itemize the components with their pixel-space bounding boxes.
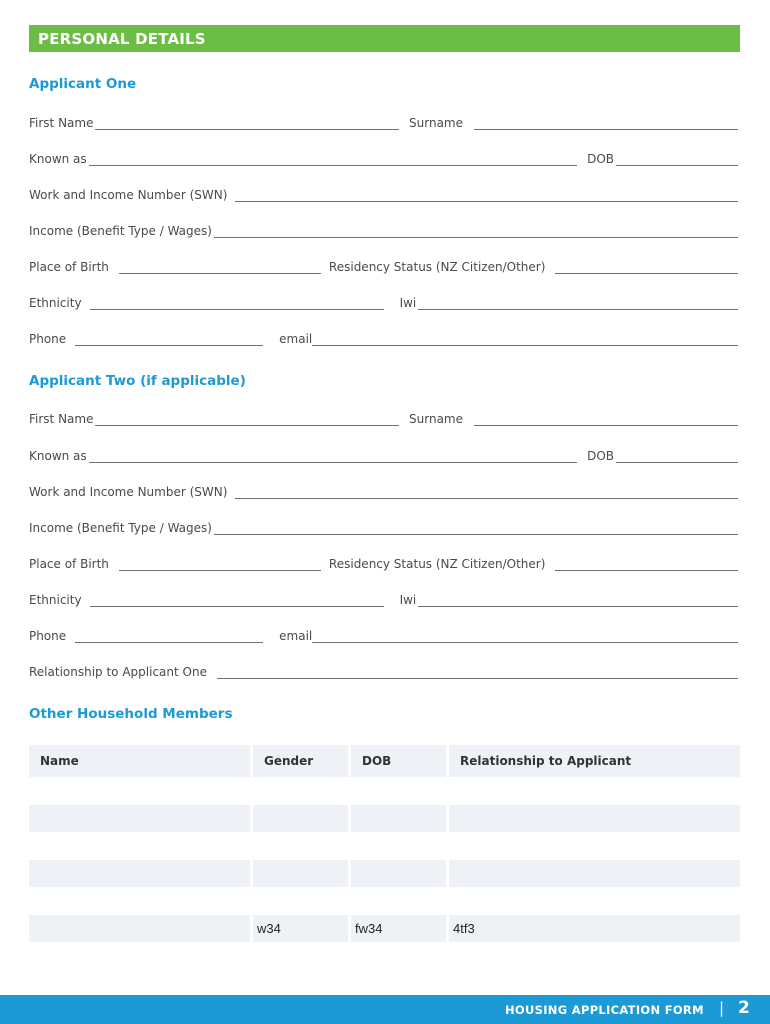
- phone-label: Phone: [29, 332, 67, 346]
- applicant-two-income-row: [29, 519, 738, 535]
- applicant-two-name-row: [29, 410, 738, 426]
- dob-cell[interactable]: fw34: [351, 915, 449, 943]
- income-label: Income (Benefit Type / Wages): [29, 521, 212, 535]
- applicant-two-iwi-field[interactable]: [418, 595, 738, 607]
- column-header-dob: DOB: [351, 745, 449, 777]
- applicant-two-dob-field[interactable]: [616, 451, 738, 463]
- applicant-two-surname-field[interactable]: [474, 414, 738, 426]
- applicant-one-name-row: [29, 114, 738, 130]
- table-row: [29, 887, 740, 915]
- applicant-two-heading: Applicant Two (if applicable): [29, 373, 246, 389]
- applicant-one-heading: Applicant One: [29, 76, 137, 92]
- gender-cell[interactable]: [253, 887, 351, 915]
- applicant-one-swn-row: [29, 186, 738, 202]
- column-header-name: Name: [29, 745, 253, 777]
- applicant-one-ethnicity-field[interactable]: [90, 298, 384, 310]
- applicant-two-swn-field[interactable]: [235, 487, 738, 499]
- residency-label: Residency Status (NZ Citizen/Other): [328, 557, 546, 571]
- applicant-two-first-name-field[interactable]: [95, 414, 399, 426]
- relationship-cell[interactable]: 4tf3: [449, 915, 740, 943]
- dob-cell[interactable]: [351, 832, 449, 860]
- column-header-gender: Gender: [253, 745, 351, 777]
- applicant-one-phone-field[interactable]: [75, 334, 263, 346]
- gender-cell[interactable]: [253, 860, 351, 888]
- swn-label: Work and Income Number (SWN): [29, 188, 228, 202]
- applicant-two-contact-row: [29, 627, 738, 643]
- relationship-cell[interactable]: [449, 860, 740, 888]
- name-cell[interactable]: [29, 805, 253, 833]
- table-row: [29, 860, 740, 888]
- place-of-birth-label: Place of Birth: [29, 260, 109, 274]
- email-label: email: [279, 629, 313, 643]
- applicant-two-relationship-row: [29, 663, 738, 679]
- applicant-two-birth-row: [29, 555, 738, 571]
- household-members-table: [29, 745, 740, 942]
- applicant-one-known-as-field[interactable]: [89, 154, 577, 166]
- gender-cell[interactable]: [253, 777, 351, 805]
- name-cell[interactable]: [29, 832, 253, 860]
- applicant-one-swn-field[interactable]: [235, 190, 738, 202]
- page-number: 2: [738, 998, 750, 1018]
- relationship-cell[interactable]: [449, 777, 740, 805]
- footer-separator: |: [719, 999, 725, 1017]
- table-row: [29, 777, 740, 805]
- applicant-one-ethnicity-row: [29, 294, 738, 310]
- applicant-one-income-row: [29, 222, 738, 238]
- applicant-two-swn-row: [29, 483, 738, 499]
- dob-label: DOB: [587, 152, 614, 166]
- surname-label: Surname: [409, 412, 463, 426]
- gender-cell[interactable]: w34: [253, 915, 351, 943]
- place-of-birth-label: Place of Birth: [29, 557, 109, 571]
- applicant-one-contact-row: [29, 330, 738, 346]
- phone-label: Phone: [29, 629, 67, 643]
- applicant-two-income-field[interactable]: [214, 523, 738, 535]
- section-banner-personal-details: PERSONAL DETAILS: [29, 25, 740, 52]
- dob-label: DOB: [587, 449, 614, 463]
- table-header-row: [29, 745, 740, 777]
- applicant-one-known-as-row: [29, 150, 738, 166]
- applicant-two-residency-field[interactable]: [555, 559, 738, 571]
- ethnicity-label: Ethnicity: [29, 296, 82, 310]
- applicant-two-place-of-birth-field[interactable]: [119, 559, 321, 571]
- column-header-relationship: Relationship to Applicant: [449, 745, 740, 777]
- gender-cell[interactable]: [253, 805, 351, 833]
- swn-label: Work and Income Number (SWN): [29, 485, 228, 499]
- table-row: [29, 805, 740, 833]
- name-cell[interactable]: [29, 887, 253, 915]
- known-as-label: Known as: [29, 152, 87, 166]
- applicant-two-ethnicity-field[interactable]: [90, 595, 384, 607]
- table-row: [29, 832, 740, 860]
- applicant-two-known-as-field[interactable]: [89, 451, 577, 463]
- page-footer: [0, 995, 770, 1024]
- ethnicity-label: Ethnicity: [29, 593, 82, 607]
- applicant-one-iwi-field[interactable]: [418, 298, 738, 310]
- name-cell[interactable]: [29, 777, 253, 805]
- income-label: Income (Benefit Type / Wages): [29, 224, 212, 238]
- dob-cell[interactable]: [351, 860, 449, 888]
- surname-label: Surname: [409, 116, 463, 130]
- dob-cell[interactable]: [351, 805, 449, 833]
- applicant-two-ethnicity-row: [29, 591, 738, 607]
- table-row: [29, 915, 740, 943]
- applicant-one-place-of-birth-field[interactable]: [119, 262, 321, 274]
- footer-title: HOUSING APPLICATION FORM: [505, 1003, 704, 1017]
- known-as-label: Known as: [29, 449, 87, 463]
- residency-label: Residency Status (NZ Citizen/Other): [328, 260, 546, 274]
- gender-cell[interactable]: [253, 832, 351, 860]
- name-cell[interactable]: [29, 860, 253, 888]
- household-heading: Other Household Members: [29, 706, 233, 722]
- applicant-one-surname-field[interactable]: [474, 118, 738, 130]
- applicant-one-dob-field[interactable]: [616, 154, 738, 166]
- applicant-two-phone-field[interactable]: [75, 631, 263, 643]
- applicant-two-known-as-row: [29, 447, 738, 463]
- first-name-label: First Name: [29, 412, 94, 426]
- iwi-label: Iwi: [399, 296, 417, 310]
- applicant-two-email-field[interactable]: [312, 631, 738, 643]
- relationship-cell[interactable]: [449, 805, 740, 833]
- applicant-two-relationship-field[interactable]: [217, 667, 738, 679]
- dob-cell[interactable]: [351, 777, 449, 805]
- applicant-one-birth-row: [29, 258, 738, 274]
- applicant-one-first-name-field[interactable]: [95, 118, 399, 130]
- applicant-one-residency-field[interactable]: [555, 262, 738, 274]
- email-label: email: [279, 332, 313, 346]
- relationship-cell[interactable]: [449, 887, 740, 915]
- relationship-cell[interactable]: [449, 832, 740, 860]
- applicant-one-income-field[interactable]: [214, 226, 738, 238]
- applicant-one-email-field[interactable]: [312, 334, 738, 346]
- relationship-label: Relationship to Applicant One: [29, 665, 207, 679]
- dob-cell[interactable]: [351, 887, 449, 915]
- first-name-label: First Name: [29, 116, 94, 130]
- iwi-label: Iwi: [399, 593, 417, 607]
- name-cell[interactable]: [29, 915, 253, 943]
